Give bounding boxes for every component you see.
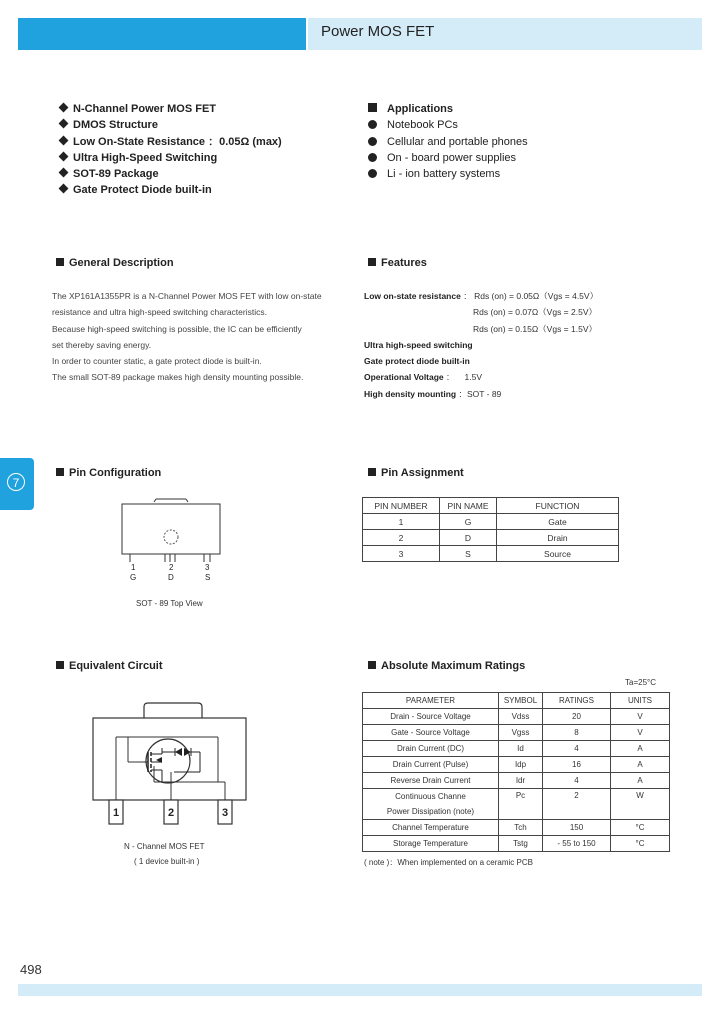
table-row: Drain Current (Pulse) Idp 16 A <box>363 757 670 773</box>
square-bullet-icon <box>56 661 64 669</box>
chapter-number: 7 <box>7 473 25 491</box>
page-title: Power MOS FET <box>321 23 435 40</box>
square-bullet-icon <box>56 468 64 476</box>
absolute-max-note: ( note )：When implemented on a ceramic PCB <box>364 858 533 867</box>
table-row: Gate - Source Voltage Vgss 8 V <box>363 725 670 741</box>
table-row: Continuous Channe Power Dissipation (note) Pc 2 W <box>363 789 670 820</box>
square-bullet-icon <box>368 661 376 669</box>
ambient-temperature-note: Ta=25°C <box>625 678 656 687</box>
pin-labels: 1 2 3 G D S <box>130 563 211 582</box>
dot-bullet-icon <box>368 137 377 146</box>
pin-configuration-heading: Pin Configuration <box>56 467 161 479</box>
table-header-row: PIN NUMBER PIN NAME FUNCTION <box>363 498 619 514</box>
general-description-heading: General Description <box>56 257 174 269</box>
circuit-caption-line2: ( 1 device built-in ) <box>134 857 200 866</box>
pin-assignment-heading: Pin Assignment <box>368 467 464 479</box>
applications-section <box>368 101 528 182</box>
diamond-bullet-icon <box>59 119 69 129</box>
list-item: SOT-89 Package <box>58 166 282 182</box>
header-brand-bar <box>18 18 306 50</box>
square-bullet-icon <box>368 103 377 112</box>
footer-bar <box>18 984 702 996</box>
applications-heading: Applications <box>368 101 528 117</box>
list-item: DMOS Structure <box>58 117 282 133</box>
list-item: Gate Protect Diode built-in <box>58 182 282 198</box>
features-heading: Features <box>368 257 427 269</box>
diamond-bullet-icon <box>59 184 69 194</box>
page-number: 498 <box>20 962 42 977</box>
list-item: Notebook PCs <box>368 117 528 133</box>
table-row: Reverse Drain Current Idr 4 A <box>363 773 670 789</box>
square-bullet-icon <box>368 468 376 476</box>
list-item: Low On-State Resistance ：0.05Ω (max) <box>58 134 282 150</box>
table-row: 2 D Drain <box>363 530 619 546</box>
diamond-bullet-icon <box>59 135 69 145</box>
table-row: 1 G Gate <box>363 514 619 530</box>
table-row: Drain Current (DC) Id 4 A <box>363 741 670 757</box>
table-row: 3 S Source <box>363 546 619 562</box>
diamond-bullet-icon <box>59 168 69 178</box>
pin-configuration-caption: SOT - 89 Top View <box>136 599 203 608</box>
table-row: Storage Temperature Tstg - 55 to 150 °C <box>363 836 670 852</box>
circuit-pin-labels: 1 2 3 <box>113 807 229 819</box>
table-row: Channel Temperature Tch 150 °C <box>363 820 670 836</box>
absolute-max-heading: Absolute Maximum Ratings <box>368 660 525 672</box>
dot-bullet-icon <box>368 120 377 129</box>
diamond-bullet-icon <box>59 151 69 161</box>
dot-bullet-icon <box>368 169 377 178</box>
diamond-bullet-icon <box>59 103 69 113</box>
pin-assignment-table <box>362 497 619 562</box>
square-bullet-icon <box>368 258 376 266</box>
general-description-text: The XP161A1355PR is a N-Channel Power MOS FET with low on-state resistance and ultra high-speed switching characteristics. Because high-speed switching is possible, the IC can be efficiently set thereby saving energy. In order to counter static, a gate protect diode is built-in. The small SOT-89 package makes high density mounting possible. <box>52 291 322 383</box>
features-text: Low on-state resistance ： Rds (on) = 0.05Ω（Vgs = 4.5V） Rds (on) = 0.07Ω（Vgs = 2.5V） Rds (on) = 0.15Ω（Vgs = 1.5V） Ultra high-speed switching Gate protect diode built-in Operational Voltage ： 1.5V High density mounting ：SOT - 89 <box>364 291 599 399</box>
circuit-caption-line1: N - Channel MOS FET <box>124 842 205 851</box>
table-row: Drain - Source Voltage Vdss 20 V <box>363 709 670 725</box>
list-item: Cellular and portable phones <box>368 134 528 150</box>
list-item: Li - ion battery systems <box>368 166 528 182</box>
list-item: Ultra High-Speed Switching <box>58 150 282 166</box>
highlights-list <box>58 101 282 199</box>
equivalent-circuit-heading: Equivalent Circuit <box>56 660 163 672</box>
list-item: N-Channel Power MOS FET <box>58 101 282 117</box>
absolute-max-table <box>362 692 670 852</box>
dot-bullet-icon <box>368 153 377 162</box>
list-item: On - board power supplies <box>368 150 528 166</box>
square-bullet-icon <box>56 258 64 266</box>
table-header-row: PARAMETER SYMBOL RATINGS UNITS <box>363 693 670 709</box>
